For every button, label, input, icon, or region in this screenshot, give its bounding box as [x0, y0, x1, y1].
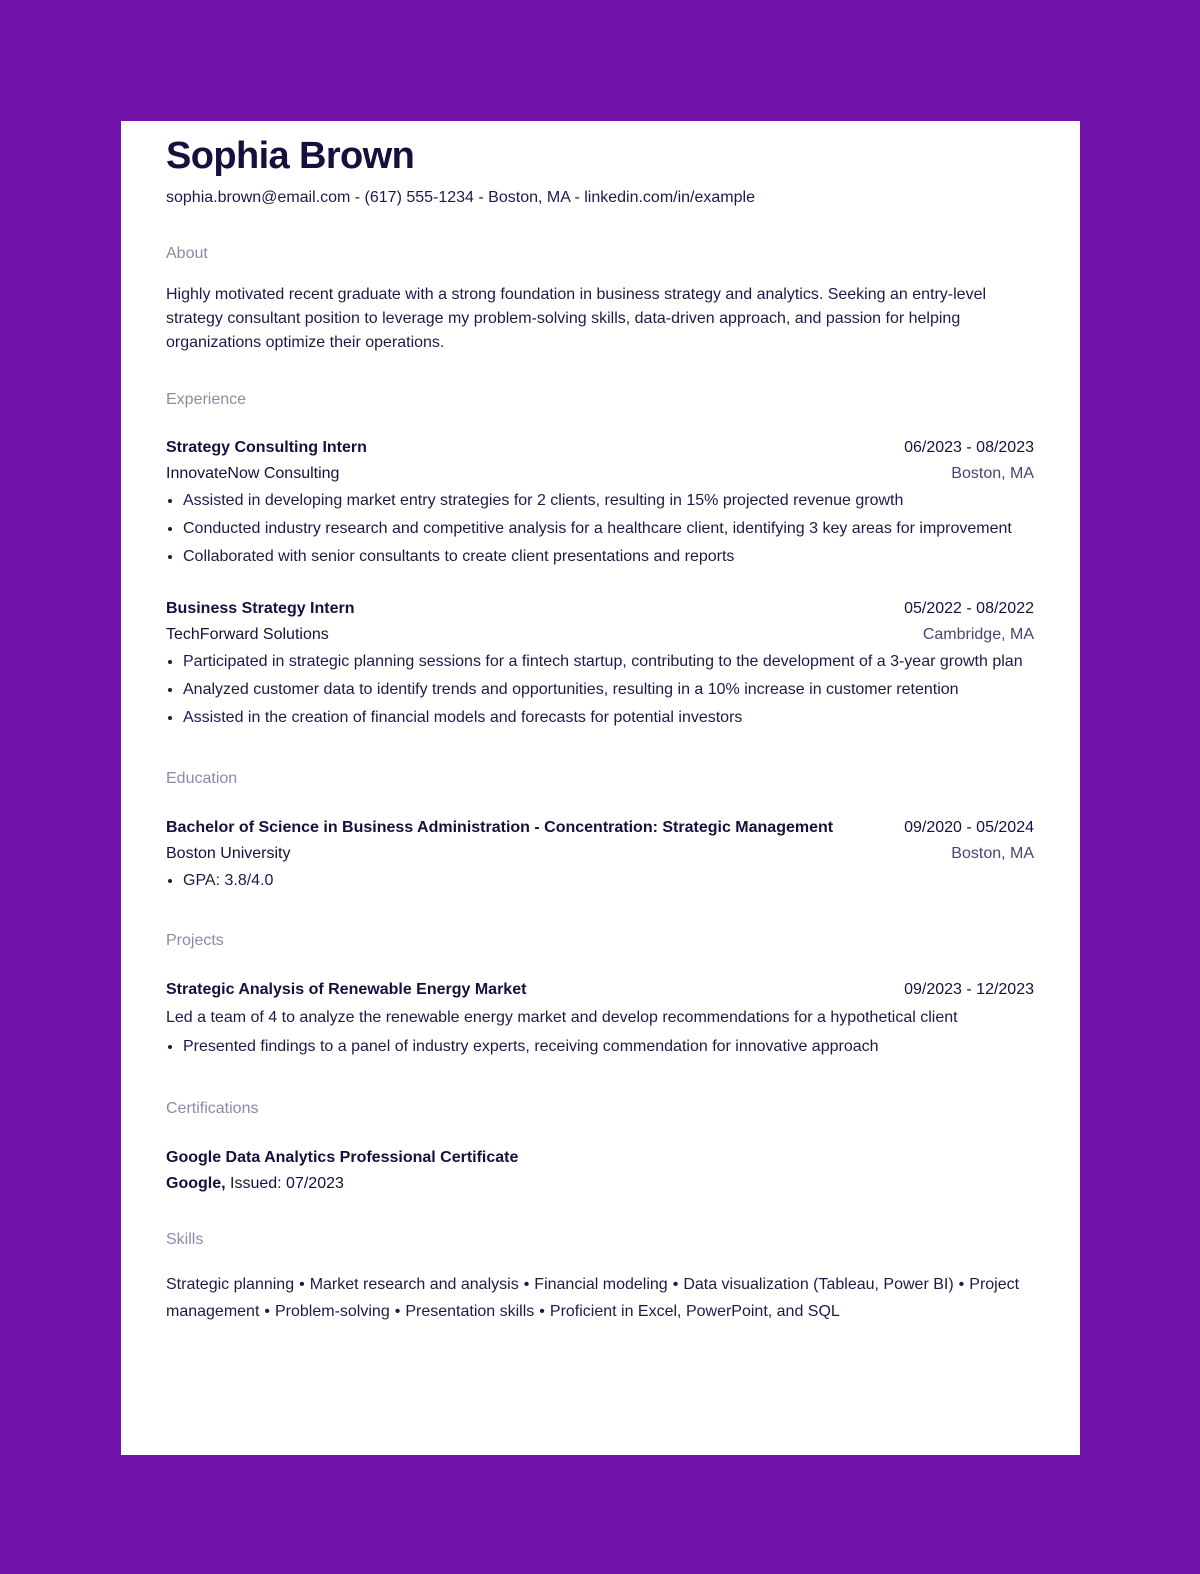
- resume-page: [121, 121, 1080, 1455]
- skills-list: [166, 1271, 1036, 1325]
- skill-item: Data visualization (Tableau, Power BI): [683, 1276, 954, 1293]
- certification-issuer: Google,: [166, 1175, 226, 1192]
- bullet-item: • Conducted industry research and competitive analysis for a healthcare client, identifying 3 key areas for improvement: [183, 515, 1034, 543]
- skill-item: Financial modeling: [534, 1276, 668, 1293]
- skill-item: Market research and analysis: [309, 1276, 519, 1293]
- skill-separator: •: [958, 1276, 965, 1293]
- job-title: Business Strategy Intern: [166, 600, 355, 617]
- bullet-item: • Presented findings to a panel of industry experts, receiving commendation for innovative approach: [183, 1033, 1034, 1061]
- skill-item: Problem-solving: [275, 1303, 390, 1320]
- company-name: InnovateNow Consulting: [166, 465, 340, 482]
- section-title-experience: Experience: [166, 391, 247, 408]
- bullet-item: • Assisted in developing market entry strategies for 2 clients, resulting in 15% projected revenue growth: [183, 487, 1034, 515]
- job-location: Cambridge, MA: [922, 626, 1034, 643]
- section-title-about: About: [166, 245, 208, 262]
- experience-entry: [166, 596, 1034, 732]
- section-title-education: Education: [166, 770, 238, 787]
- job-dates: 05/2022 - 08/2022: [904, 600, 1034, 617]
- contact-line: sophia.brown@email.com - (617) 555-1234 - Boston, MA - linkedin.com/in/example: [166, 189, 755, 206]
- skill-separator: •: [523, 1276, 530, 1293]
- certification-name: Google Data Analytics Professional Certificate: [166, 1149, 519, 1166]
- project-description: Led a team of 4 to analyze the renewable energy market and develop recommendations for a hypothetical client: [166, 1009, 958, 1026]
- bullet-item: • Assisted in the creation of financial models and forecasts for potential investors: [183, 704, 1034, 732]
- candidate-name: Sophia Brown: [166, 135, 415, 177]
- bullet-list: [166, 487, 1034, 571]
- certification-issued: Issued: 07/2023: [230, 1175, 344, 1192]
- certification-entry: [166, 1145, 1034, 1197]
- degree-title: Bachelor of Science in Business Administration - Concentration: Strategic Management: [166, 819, 834, 836]
- skill-item: Proficient in Excel, PowerPoint, and SQL: [549, 1303, 840, 1320]
- company-name: TechForward Solutions: [166, 626, 329, 643]
- section-title-projects: Projects: [166, 932, 224, 949]
- skill-separator: •: [394, 1303, 401, 1320]
- skill-separator: •: [264, 1303, 270, 1320]
- skill-separator: •: [299, 1276, 305, 1293]
- bullet-item: • Analyzed customer data to identify trends and opportunities, resulting in a 10% increase in customer retention: [183, 676, 1034, 704]
- section-title-certifications: Certifications: [166, 1100, 259, 1117]
- skill-separator: •: [539, 1303, 545, 1320]
- skill-item: Strategic planning: [166, 1276, 295, 1293]
- bullet-item: • Participated in strategic planning sessions for a fintech startup, contributing to the development of a 3-year growth plan: [183, 648, 1034, 676]
- job-title: Strategy Consulting Intern: [166, 439, 367, 456]
- about-text: Highly motivated recent graduate with a strong foundation in business strategy and analytics. Seeking an entry-level strategy consultant position to leverage my problem-solving skills, data-driven approach, and passion for helping organizations optimize their operations.: [166, 286, 987, 351]
- school-location: Boston, MA: [951, 845, 1034, 862]
- section-title-skills: Skills: [166, 1231, 204, 1248]
- bullet-item: • GPA: 3.8/4.0: [183, 867, 1034, 895]
- skill-separator: •: [672, 1276, 679, 1293]
- experience-entry: [166, 435, 1034, 571]
- bullet-item: • Collaborated with senior consultants to create client presentations and reports: [183, 543, 1034, 571]
- education-dates: 09/2020 - 05/2024: [904, 819, 1034, 836]
- skill-item: Presentation skills: [405, 1303, 535, 1320]
- education-entry: [166, 815, 1034, 895]
- project-dates: 09/2023 - 12/2023: [904, 981, 1034, 998]
- bullet-list: [166, 648, 1034, 732]
- project-entry: [166, 977, 1034, 1061]
- skill-item: Project management: [166, 1276, 1020, 1320]
- school-name: Boston University: [166, 845, 291, 862]
- job-dates: 06/2023 - 08/2023: [904, 439, 1034, 456]
- bullet-list: [166, 867, 1034, 895]
- project-title: Strategic Analysis of Renewable Energy Market: [166, 981, 527, 998]
- job-location: Boston, MA: [951, 465, 1034, 482]
- bullet-list: [166, 1033, 1034, 1061]
